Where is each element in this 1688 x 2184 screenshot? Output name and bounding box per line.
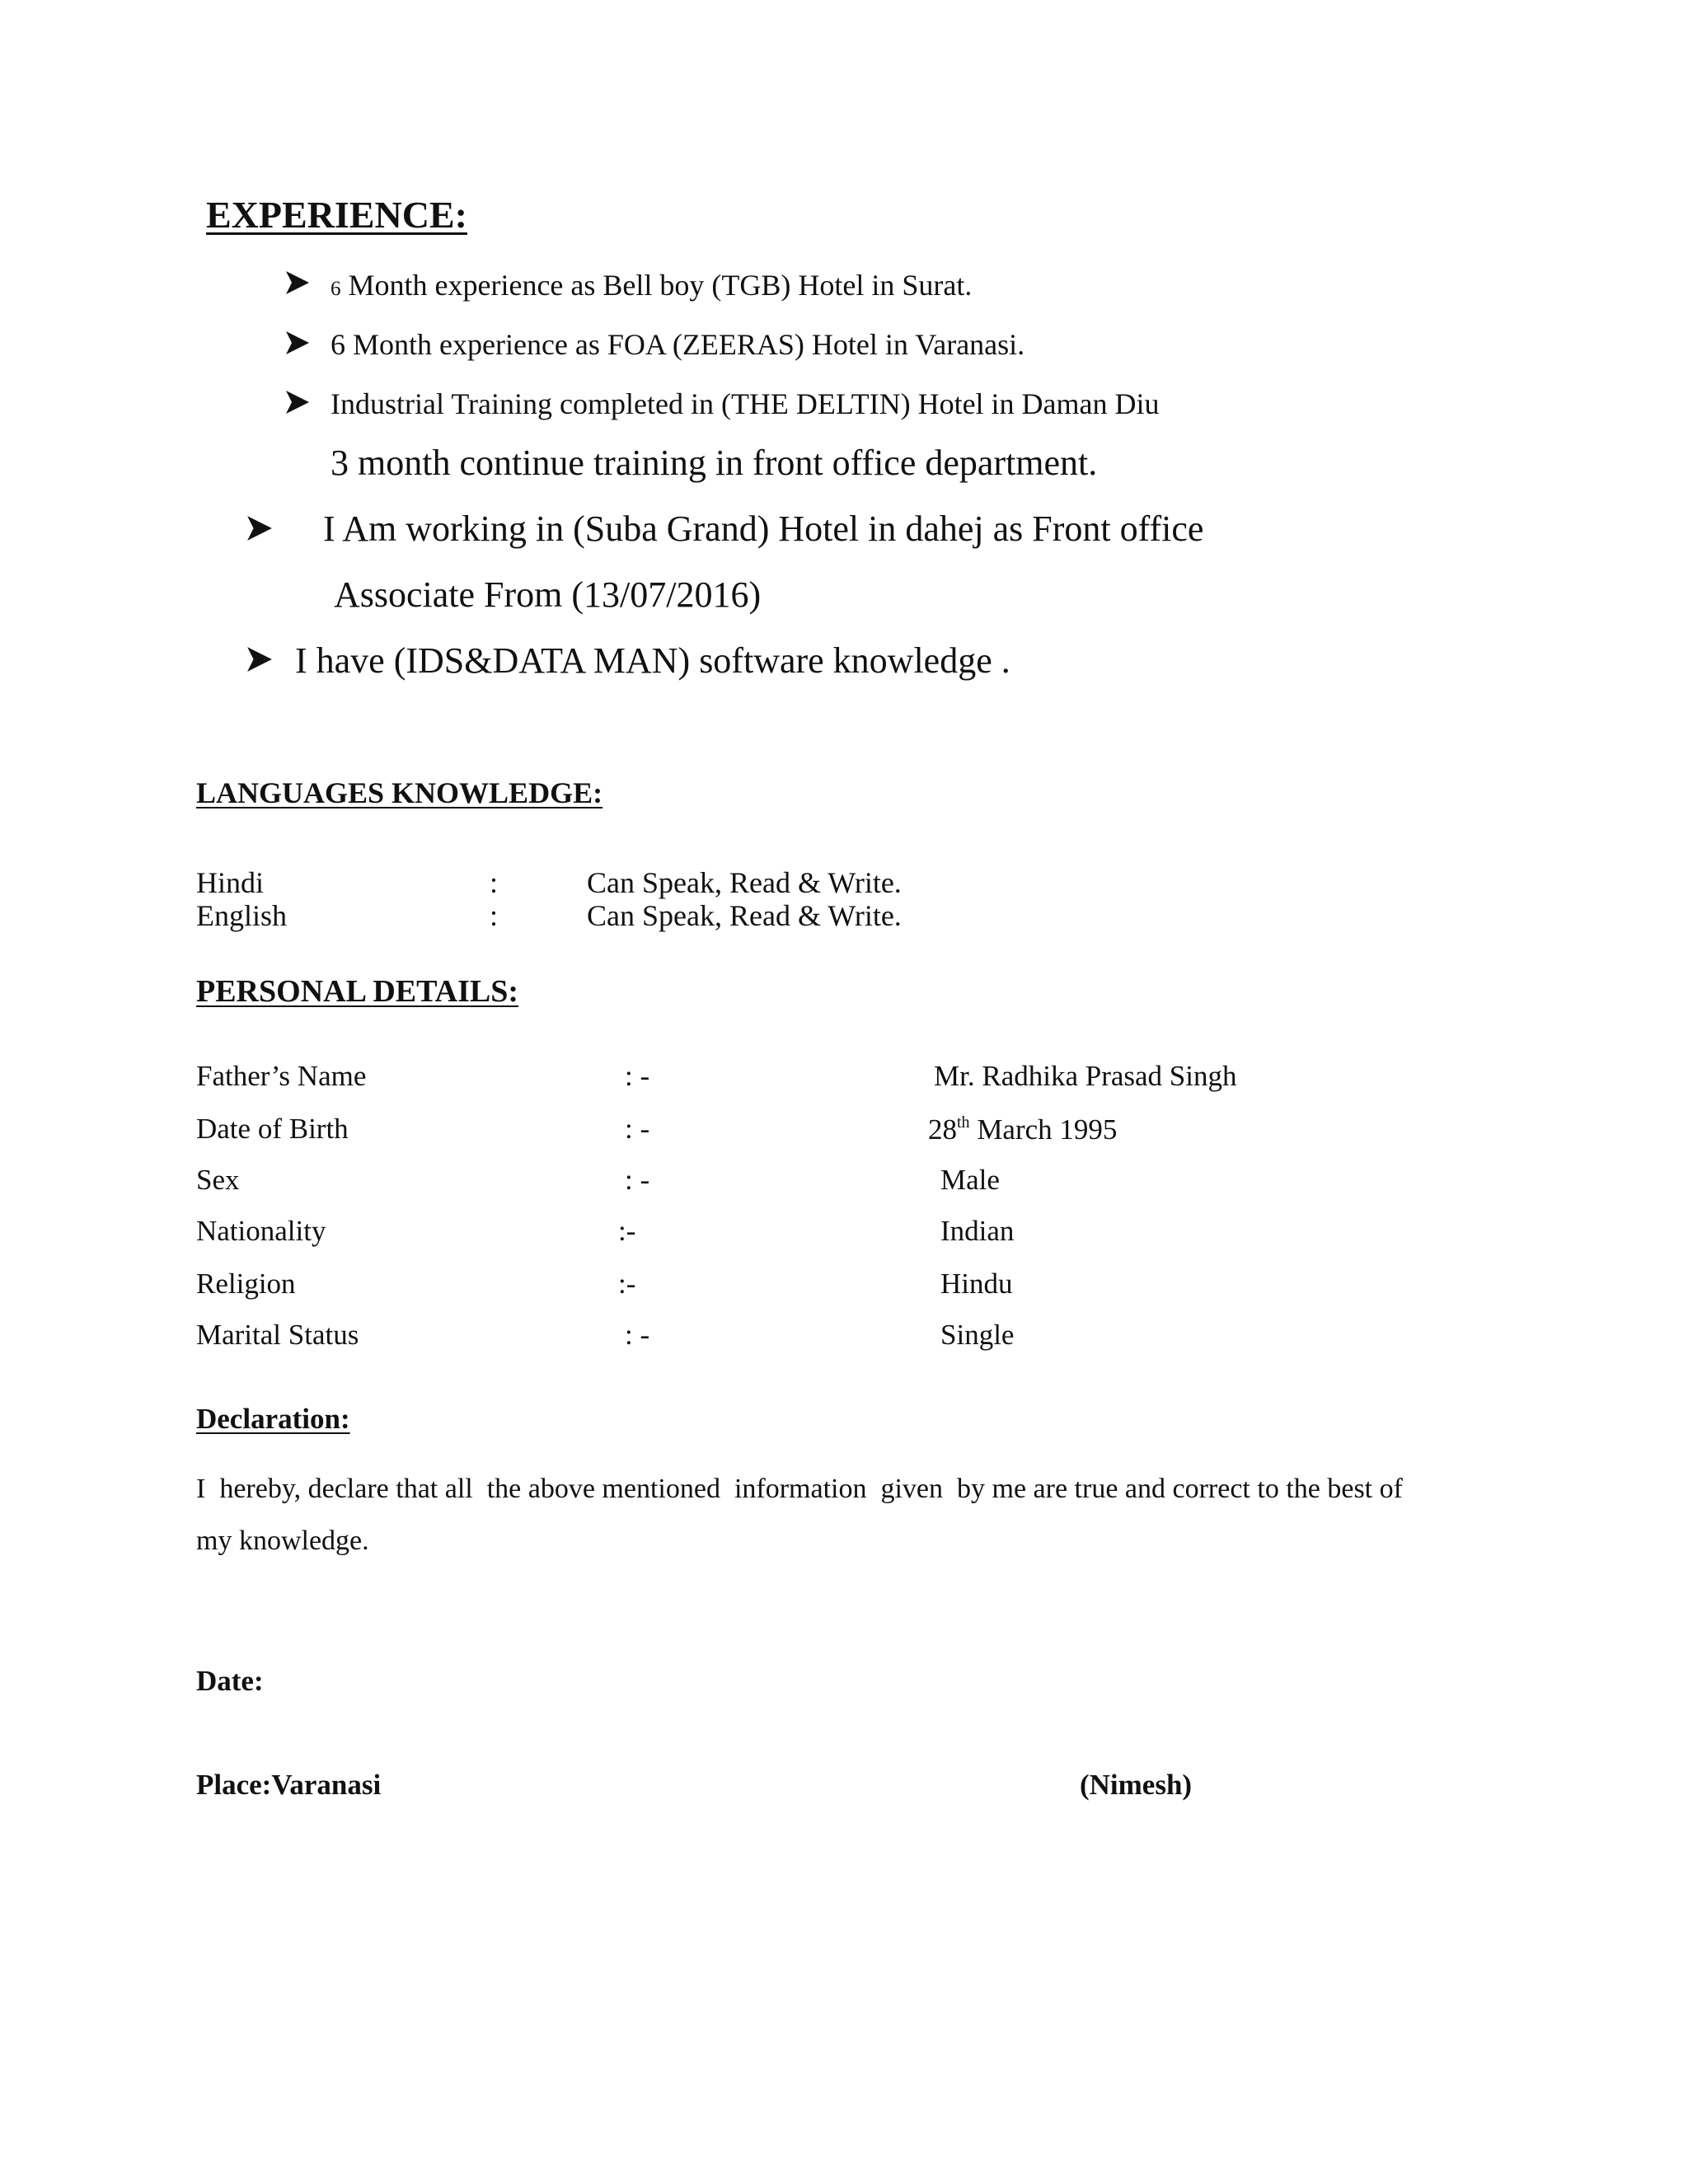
personal-details-heading: PERSONAL DETAILS: — [196, 974, 519, 1009]
personal-separator: : - — [625, 1164, 650, 1196]
personal-value-religion: Hindu — [940, 1268, 1013, 1300]
declaration-text-line-1: I hereby, declare that all the above mentioned information given by me are true and correct to the best of — [196, 1474, 1403, 1504]
dob-day-suffix: th — [957, 1113, 970, 1132]
experience-item-3-continuation: 3 month continue training in front office department. — [331, 443, 1098, 483]
experience-item-working: I Am working in (Suba Grand) Hotel in dahej as Front office — [323, 509, 1204, 549]
date-label: Date: — [196, 1665, 264, 1697]
personal-label-father: Father’s Name — [196, 1060, 367, 1092]
experience-item-1-text: Month experience as Bell boy (TGB) Hotel in Surat. — [348, 269, 973, 302]
experience-item-1 — [331, 270, 972, 300]
personal-label-sex: Sex — [196, 1164, 240, 1196]
bullet-arrow-icon — [246, 514, 274, 542]
bullet-arrow-icon — [284, 269, 311, 296]
language-separator: : — [490, 866, 499, 899]
personal-label-dob: Date of Birth — [196, 1113, 349, 1145]
experience-item-1-num: 6 — [331, 278, 341, 300]
experience-heading: EXPERIENCE: — [206, 194, 467, 236]
languages-heading: LANGUAGES KNOWLEDGE: — [196, 776, 603, 809]
bullet-arrow-icon — [246, 645, 274, 673]
personal-separator: : - — [625, 1319, 650, 1351]
personal-value-marital-status: Single — [940, 1319, 1015, 1351]
personal-value-father: Mr. Radhika Prasad Singh — [934, 1060, 1237, 1092]
personal-value-dob — [928, 1114, 1117, 1144]
personal-separator: :- — [618, 1215, 636, 1247]
personal-separator: :- — [618, 1268, 636, 1300]
personal-label-nationality: Nationality — [196, 1215, 326, 1247]
language-ability-hindi: Can Speak, Read & Write. — [587, 866, 902, 899]
personal-label-religion: Religion — [196, 1268, 296, 1300]
declaration-heading: Declaration: — [196, 1403, 350, 1435]
dob-day: 28 — [928, 1113, 957, 1146]
language-ability-english: Can Speak, Read & Write. — [587, 899, 902, 932]
language-name-english: English — [196, 899, 288, 932]
personal-separator: : - — [625, 1113, 650, 1145]
personal-label-marital-status: Marital Status — [196, 1319, 359, 1351]
personal-value-nationality: Indian — [940, 1215, 1015, 1247]
personal-separator: : - — [625, 1060, 650, 1092]
experience-item-3: Industrial Training completed in (THE DELTIN) Hotel in Daman Diu — [331, 387, 1160, 420]
dob-month-year: March 1995 — [969, 1113, 1118, 1146]
experience-item-2: 6 Month experience as FOA (ZEERAS) Hotel in Varanasi. — [331, 328, 1025, 361]
bullet-arrow-icon — [284, 389, 311, 415]
signature-name: (Nimesh) — [1080, 1769, 1193, 1801]
place-label: Place:Varanasi — [196, 1769, 382, 1801]
personal-value-sex: Male — [940, 1164, 1000, 1196]
language-name-hindi: Hindi — [196, 866, 265, 899]
experience-item-working-continuation: Associate From (13/07/2016) — [334, 574, 762, 615]
declaration-text-line-2: my knowledge. — [196, 1526, 369, 1556]
language-separator: : — [490, 899, 499, 932]
bullet-arrow-icon — [284, 330, 311, 356]
experience-item-software: I have (IDS&DATA MAN) software knowledge . — [295, 640, 1010, 681]
